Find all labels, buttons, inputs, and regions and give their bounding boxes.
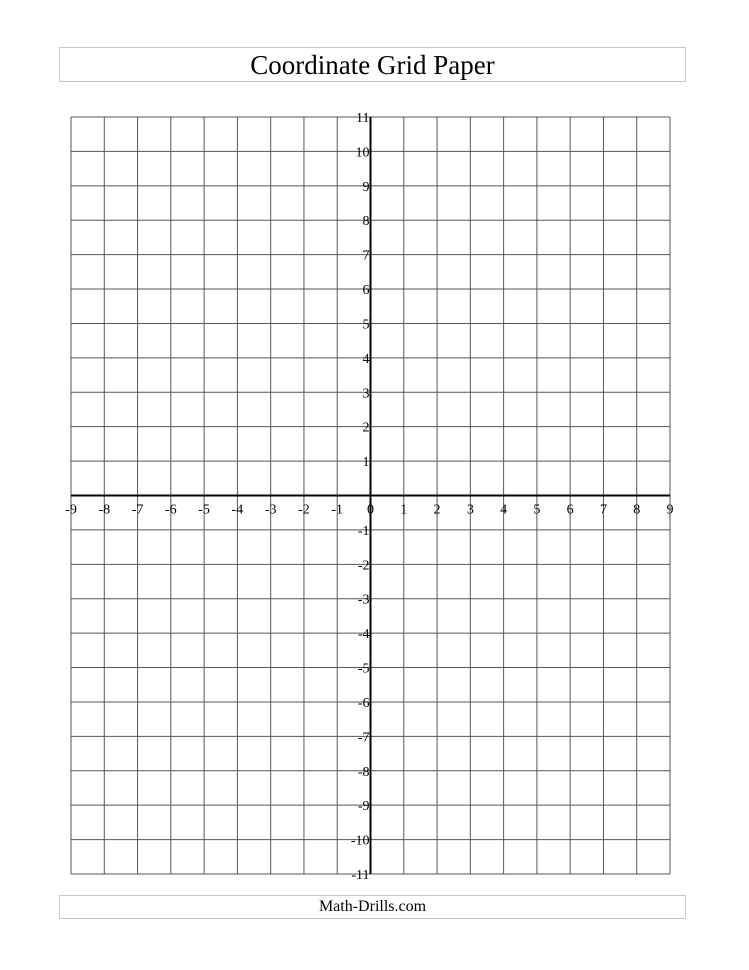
x-tick-label: 1 xyxy=(400,502,408,518)
y-tick-label: 10 xyxy=(355,145,370,161)
x-tick-label: 3 xyxy=(466,502,474,518)
y-tick-label: 9 xyxy=(362,179,370,195)
y-tick-label: 3 xyxy=(362,386,370,402)
y-tick-label: 6 xyxy=(362,283,370,299)
page-title: Coordinate Grid Paper xyxy=(250,50,495,80)
y-tick-label: -9 xyxy=(357,799,370,815)
x-tick-label: 9 xyxy=(666,502,674,518)
y-tick-label: 7 xyxy=(362,248,370,264)
x-tick-label: 8 xyxy=(633,502,641,518)
x-tick-label: 6 xyxy=(566,502,574,518)
x-tick-label: -2 xyxy=(298,502,310,518)
footer-credit: Math-Drills.com xyxy=(318,898,427,915)
y-tick-label: 4 xyxy=(362,351,370,367)
x-tick-label: 4 xyxy=(500,502,508,518)
y-tick-label: 11 xyxy=(356,111,370,126)
y-tick-label: 1 xyxy=(362,455,370,471)
y-tick-label: -10 xyxy=(350,833,370,849)
x-tick-label: 0 xyxy=(367,502,374,518)
y-tick-label: -7 xyxy=(357,730,370,746)
x-tick-label: 5 xyxy=(533,502,541,518)
y-tick-label: -11 xyxy=(351,868,370,883)
y-tick-label: 2 xyxy=(362,420,370,436)
x-tick-label: -5 xyxy=(198,502,210,518)
x-tick-label: -4 xyxy=(231,502,244,518)
y-tick-label: -3 xyxy=(357,592,370,608)
x-tick-label: -8 xyxy=(98,502,111,518)
y-tick-label: 5 xyxy=(362,317,370,333)
x-tick-label: -3 xyxy=(264,502,277,518)
y-tick-label: -2 xyxy=(357,558,370,574)
y-tick-label: 8 xyxy=(362,214,370,230)
y-tick-label: -5 xyxy=(357,661,370,677)
x-tick-label: -7 xyxy=(131,502,144,518)
footer-box xyxy=(59,895,686,919)
y-tick-label: -1 xyxy=(357,523,370,539)
x-tick-label: -6 xyxy=(164,502,177,518)
x-tick-label: 2 xyxy=(433,502,441,518)
y-tick-label: -6 xyxy=(357,695,370,711)
x-tick-label: 7 xyxy=(599,502,607,518)
y-tick-label: -4 xyxy=(357,627,370,643)
x-tick-label: -9 xyxy=(65,502,77,518)
x-tick-label: -1 xyxy=(331,502,344,518)
y-tick-label: -8 xyxy=(357,764,370,780)
